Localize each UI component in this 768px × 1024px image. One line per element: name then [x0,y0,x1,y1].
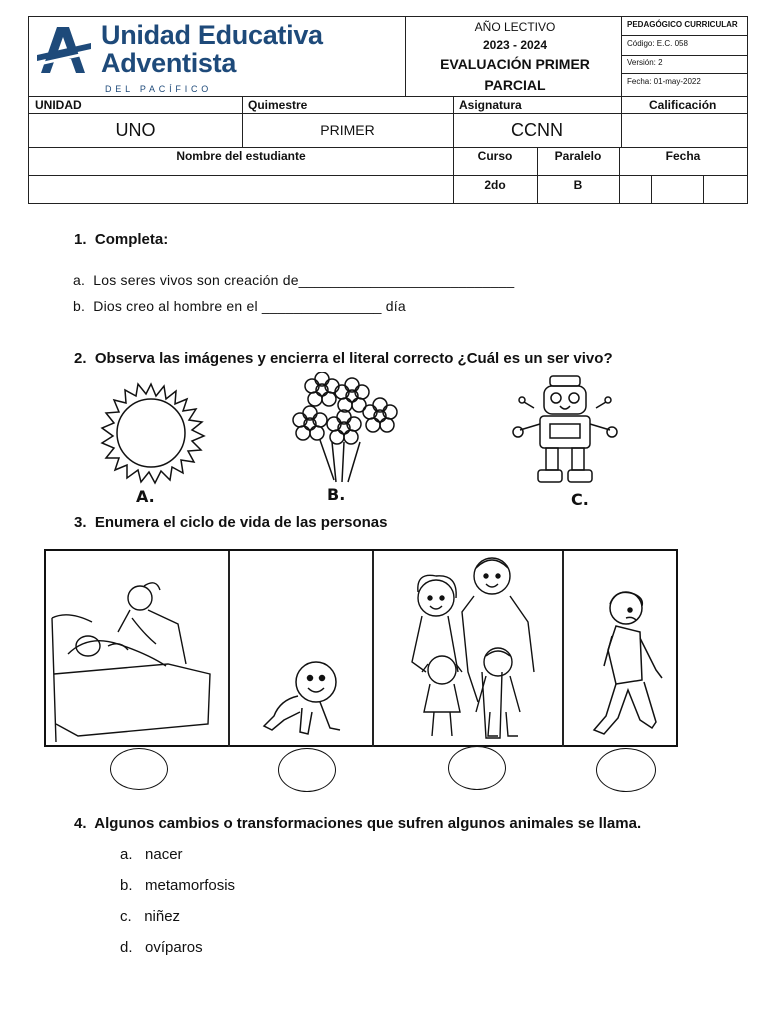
question-2-title [74,350,613,367]
lective-years: 2023 - 2024 [482,38,548,52]
asignatura-value: CCNN [511,120,563,140]
option-text: Dios creo al hombre en el _______________ día [93,298,406,314]
row-divider [29,96,747,97]
question-text: Completa: [94,231,169,248]
student-name-field[interactable] [30,176,452,203]
sun-drawing-icon[interactable] [92,378,210,488]
paralelo-value: B [573,178,583,192]
question-4-title [74,815,641,832]
q4-option-c[interactable] [120,908,180,925]
elderly-in-bed-drawing-icon [48,574,222,744]
question-number: 4. [74,815,87,832]
date-day-field[interactable] [620,176,650,203]
meta-code: Código: E.C. 058 [627,39,688,48]
calificacion-label: Calificación [649,98,717,112]
option-text: ovíparos [145,939,203,956]
q2-label-a[interactable]: A. [136,487,155,506]
curso-label: Curso [477,149,513,163]
walking-boy-drawing-icon [586,586,670,738]
q2-label-c[interactable]: C. [571,490,589,509]
date-year-field[interactable] [704,176,746,203]
school-name [101,21,323,77]
row-divider [29,147,747,148]
option-letter: a. [73,272,86,288]
q1-item-b[interactable] [73,298,406,314]
family-drawing-icon [402,552,542,740]
row-divider [621,73,747,74]
answer-oval-1[interactable] [110,748,168,790]
q4-option-a[interactable] [120,846,183,863]
flower-bouquet-drawing-icon[interactable] [292,372,398,484]
row-divider [621,35,747,36]
option-letter: d. [120,939,133,956]
curso-value: 2do [484,178,506,192]
quimestre-label: Quimestre [248,98,308,112]
nombre-label: Nombre del estudiante [176,149,306,163]
question-text: Enumera el ciclo de vida de las personas [94,514,388,531]
paralelo-label: Paralelo [554,149,602,163]
unidad-label: UNIDAD [35,98,82,112]
school-name-line1: Unidad Educativa [101,20,323,50]
option-letter: b. [73,298,86,314]
panel-divider [562,551,564,747]
unidad-value: UNO [115,120,156,140]
fecha-label: Fecha [665,149,701,163]
date-month-field[interactable] [652,176,702,203]
option-letter: b. [120,877,133,894]
row-divider [621,55,747,56]
eval-title-line1: EVALUACIÓN PRIMER [440,56,590,72]
header-table [28,16,748,204]
school-subtitle: DEL PACÍFICO [105,84,213,94]
question-1-title [74,231,168,248]
question-number: 1. [74,231,87,248]
q2-label-b[interactable]: B. [327,485,346,504]
option-text: Los seres vivos son creación de___________________________ [93,272,515,288]
asignatura-label: Asignatura [459,98,522,112]
question-number: 2. [74,350,87,367]
panel-divider [372,551,374,747]
panel-divider [228,551,230,747]
col-divider [405,17,406,96]
eval-title-line2: PARCIAL [484,77,546,93]
answer-oval-3[interactable] [448,746,506,790]
answer-oval-4[interactable] [596,748,656,792]
crawling-baby-drawing-icon [260,656,346,742]
question-3-title [74,514,387,531]
meta-area: PEDAGÓGICO CURRICULAR [627,20,738,29]
q4-option-b[interactable] [120,877,235,894]
answer-oval-2[interactable] [278,748,336,792]
lective-label: AÑO LECTIVO [474,20,556,34]
meta-date: Fecha: 01-may-2022 [627,77,701,86]
robot-drawing-icon[interactable] [510,372,620,490]
calificacion-field[interactable] [622,114,747,147]
option-text: metamorfosis [145,877,236,894]
option-text: niñez [144,908,181,925]
option-text: nacer [145,846,183,863]
q4-option-d[interactable] [120,939,203,956]
option-letter: a. [120,846,133,863]
question-text: Observa las imágenes y encierra el literal correcto ¿Cuál es un ser vivo? [94,350,613,367]
school-logo-icon [35,25,93,75]
school-name-line2: Adventista [101,48,237,78]
quimestre-value: PRIMER [320,122,375,138]
question-number: 3. [74,514,87,531]
question-text: Algunos cambios o transformaciones que sufren algunos animales se llama. [94,815,642,832]
meta-version: Versión: 2 [627,58,663,67]
q1-item-a[interactable] [73,272,514,288]
option-letter: c. [120,908,132,925]
